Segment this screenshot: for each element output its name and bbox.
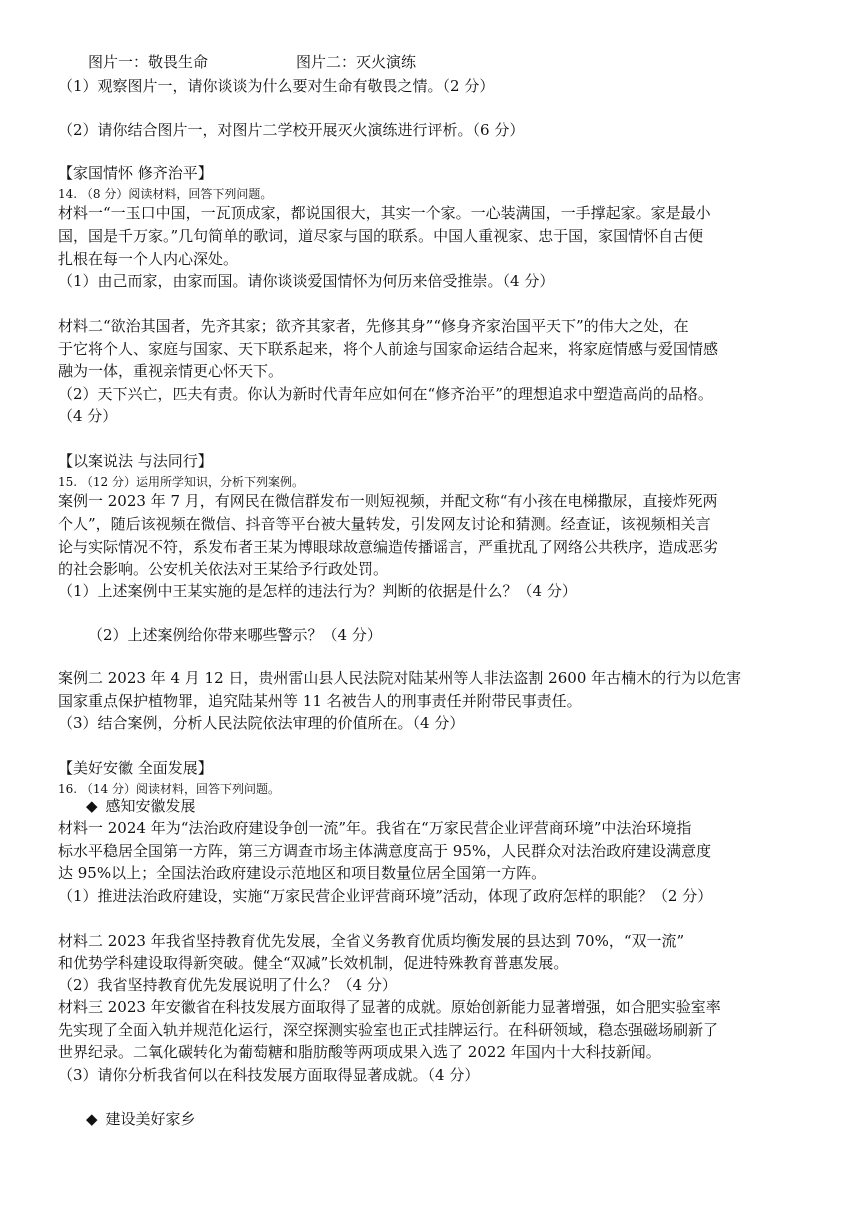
- sec16-sub1: （1）推进法治政府建设，实施“万家民营企业评营商环境”活动，体现了政府怎样的职能？（2 分）: [58, 887, 713, 905]
- sec14-material1-line2: 国，国是千万家。”几句简单的歌词，道尽家与国的联系。中国人重视家、忠于国，家国情怀自古便: [58, 227, 704, 245]
- sec14-material1-line3: 扎根在每一个人内心深处。: [58, 250, 239, 268]
- sec16-material3-line3: 世界纪录。二氧化碳转化为葡萄糖和脂肪酸等两项成果入选了 2022 年国内十大科技新闻。: [58, 1043, 661, 1061]
- sec16-material1-line1: 材料一 2024 年为“法治政府建设争创一流”年。我省在“万家民营企业评营商环境”中法治环境指: [58, 819, 692, 837]
- sec16-material3-line2: 先实现了全面入轨并规范化运行，深空探测实验室也正式挂牌运行。在科研领域，稳态强磁场刷新了: [58, 1021, 719, 1039]
- sec14-material2-line3: 融为一体，重视亲情更心怀天下。: [58, 362, 284, 380]
- sec15-case1-line4: 的社会影响。公安机关依法对王某给予行政处罚。: [58, 560, 389, 578]
- sec14-heading: 【家国情怀 修齐治平】: [58, 164, 213, 182]
- caption-picture-2: 图片二：灭火演练: [296, 53, 417, 71]
- sec15-sub3: （3）结合案例，分析人民法院依法审理的价值所在。（4 分）: [58, 714, 465, 732]
- sec14-sub1: （1）由己而家，由家而国。请你谈谈爱国情怀为何历来倍受推崇。（4 分）: [58, 272, 555, 290]
- sec16-material3-line1: 材料三 2023 年安徽省在科技发展方面取得了显著的成就。原始创新能力显著增强，如合肥实验室率: [58, 998, 721, 1016]
- sec16-bullet2-label: 建设美好家乡: [105, 1110, 196, 1128]
- sec16-intro: 16. （14 分）阅读材料，回答下列问题。: [58, 782, 280, 796]
- sec15-case1-line3: 论与实际情况不符，系发布者王某为博眼球故意编造传播谣言，严重扰乱了网络公共秩序，造成恶劣: [58, 538, 719, 556]
- sec16-heading: 【美好安徽 全面发展】: [58, 759, 213, 777]
- sec14-sub2: （2）天下兴亡，匹夫有责。你认为新时代青年应如何在“修齐治平”的理想追求中塑造高尚的品格。: [58, 385, 713, 403]
- sec15-heading: 【以案说法 与法同行】: [58, 452, 213, 470]
- sec16-sub2: （2）我省坚持教育优先发展说明了什么？（4 分）: [58, 976, 397, 994]
- q13-sub1: （1）观察图片一，请你谈谈为什么要对生命有敬畏之情。（2 分）: [58, 77, 495, 95]
- sec16-material1-line3: 达 95%以上；全国法治政府建设示范地区和项目数量位居全国第一方阵。: [58, 864, 547, 882]
- sec16-material2-line2: 和优势学科建设取得新突破。健全“双减”长效机制，促进特殊教育普惠发展。: [58, 954, 569, 972]
- sec16-material1-line2: 标水平稳居全国第一方阵，第三方调查市场主体满意度高于 95%，人民群众对法治政府建设满意度: [58, 842, 712, 860]
- sec15-case1-line1: 案例一 2023 年 7 月，有网民在微信群发布一则短视频，并配文称“有小孩在电梯撒尿，直接炸死两: [58, 492, 718, 510]
- sec15-sub1: （1）上述案例中王某实施的是怎样的违法行为？判断的依据是什么？（4 分）: [58, 582, 577, 600]
- sec14-material2-line2: 于它将个人、家庭与国家、天下联系起来，将个人前途与国家命运结合起来，将家庭情感与爱国情感: [58, 340, 719, 358]
- diamond-bullet-icon: ◆: [86, 797, 98, 815]
- sec14-material2-line1: 材料二“欲治其国者，先齐其家；欲齐其家者，先修其身”“修身齐家治国平天下”的伟大之处，在: [58, 317, 689, 335]
- sec14-intro: 14. （8 分）阅读材料，回答下列问题。: [58, 187, 273, 201]
- sec16-sub3: （3）请你分析我省何以在科技发展方面取得显著成就。（4 分）: [58, 1066, 480, 1084]
- sec15-sub2: （2）上述案例给你带来哪些警示？（4 分）: [88, 626, 382, 644]
- sec14-material1-line1: 材料一“一玉口中国，一瓦顶成家，都说国很大，其实一个家。一心装满国，一手撑起家。家是最小: [58, 204, 711, 222]
- caption-picture-1: 图片一：敬畏生命: [88, 53, 209, 71]
- sec15-intro: 15. （12 分）运用所学知识，分析下列案例。: [58, 475, 304, 489]
- sec16-bullet1-label: 感知安徽发展: [105, 797, 196, 815]
- sec15-case1-line2: 个人”，随后该视频在微信、抖音等平台被大量转发，引发网友讨论和猜测。经查证，该视频相关言: [58, 515, 711, 533]
- q13-sub2: （2）请你结合图片一，对图片二学校开展灭火演练进行评析。（6 分）: [58, 121, 525, 139]
- sec16-bullet1: [86, 796, 196, 816]
- sec15-case2-line2: 国家重点保护植物罪，追究陆某州等 11 名被告人的刑事责任并附带民事责任。: [58, 692, 582, 710]
- sec15-case2-line1: 案例二 2023 年 4 月 12 日，贵州雷山县人民法院对陆某州等人非法盗割 2600 年古楠木的行为以危害: [58, 669, 742, 687]
- sec16-bullet2: [86, 1109, 196, 1129]
- sec14-sub2-score: （4 分）: [58, 407, 118, 425]
- sec16-material2-line1: 材料二 2023 年我省坚持教育优先发展，全省义务教育优质均衡发展的县达到 70%，“双一流”: [58, 932, 685, 950]
- diamond-bullet-icon: ◆: [86, 1110, 98, 1128]
